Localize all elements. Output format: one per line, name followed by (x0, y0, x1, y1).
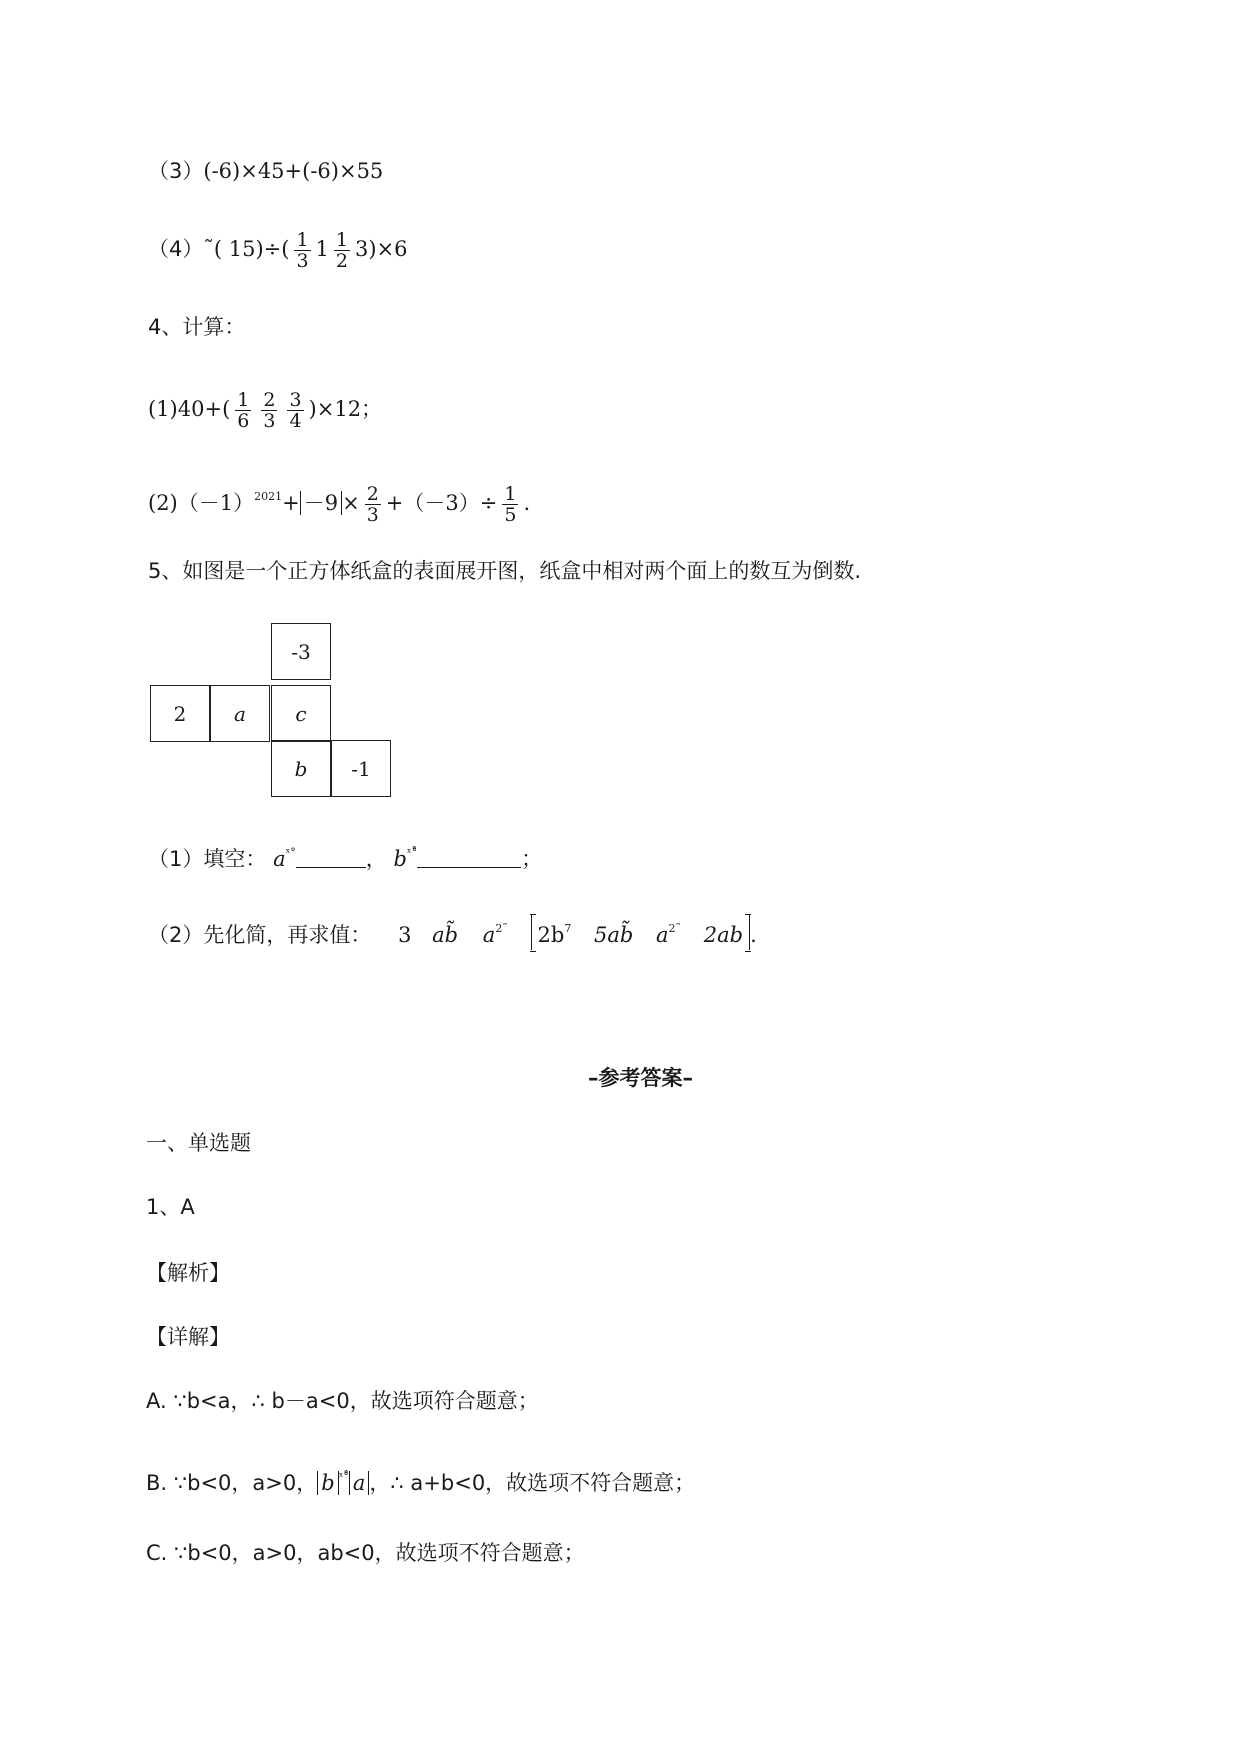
net-face-center: c (271, 685, 331, 742)
terminator: ； (521, 847, 543, 871)
expression-pre: ˜( 15)÷( (203, 237, 290, 261)
option-c-explanation: C. ∵b<0，a>0，ab<0，故选项不符合题意； (146, 1541, 585, 1565)
question-3-4 (148, 230, 408, 271)
mark: ˣ° (285, 846, 296, 859)
question-5-2 (148, 914, 757, 950)
fraction (365, 484, 381, 525)
period: . (750, 923, 757, 947)
fraction (287, 390, 303, 431)
exponent: 7 (564, 922, 572, 935)
variable-b: b (393, 847, 407, 871)
answer-blank-a[interactable] (296, 849, 366, 868)
variable-a: a (273, 847, 286, 871)
answer-blank-b[interactable] (417, 849, 521, 868)
absolute-value-b: b (317, 1471, 338, 1495)
question-label: （1）填空： (148, 847, 267, 871)
denominator: 4 (289, 410, 302, 432)
mark: ˣ°̊ (406, 846, 418, 859)
net-face-top: -3 (271, 623, 331, 680)
question-label: （2）先化简，再求值： (148, 923, 372, 947)
term: 2b (537, 923, 565, 947)
question-3-3 (148, 156, 383, 186)
numerator: 2 (263, 389, 276, 411)
text-pre: B. ∵b<0，a>0， (146, 1471, 318, 1495)
question-5-title: 5、如图是一个正方体纸盒的表面展开图，纸盒中相对两个面上的数互为倒数. (148, 559, 862, 583)
question-4-title: 4、计算： (148, 315, 246, 339)
question-5-1 (148, 838, 542, 874)
denominator: 6 (237, 410, 250, 432)
answer-1: 1、A (146, 1195, 195, 1219)
period: . (523, 491, 531, 515)
mark: ˣ°̊ (338, 1470, 349, 1483)
exponent: 2021 (254, 490, 283, 503)
numerator: 1 (335, 229, 349, 251)
net-face-right: -1 (331, 740, 391, 797)
analysis-label: 【解析】 (146, 1261, 230, 1285)
denominator: 3 (263, 410, 276, 432)
expression-post: 3)×6 (355, 237, 408, 261)
answers-title: –参考答案– (588, 1066, 693, 1090)
question-label: （3） (148, 159, 204, 183)
net-face-a: a (210, 685, 270, 742)
numerator: 3 (289, 389, 302, 411)
term: 5ab̃ (594, 923, 634, 947)
fraction (502, 484, 518, 525)
bracket-expression (531, 914, 751, 950)
expression-pre: (2)（－1） (148, 491, 255, 515)
fraction (261, 390, 277, 431)
times-sign: × (342, 491, 360, 515)
option-a-explanation: A. ∵b<a，∴ b－a<0，故选项符合题意； (146, 1389, 539, 1413)
denominator: 3 (366, 504, 379, 526)
expression-mid: +（－3）÷ (385, 491, 498, 515)
question-label: （4） (148, 237, 204, 261)
section-title: 一、单选题 (146, 1131, 251, 1155)
question-4-1 (148, 390, 382, 431)
fraction (294, 230, 310, 271)
numerator: 1 (504, 483, 517, 505)
fraction (235, 390, 251, 431)
term: a (482, 923, 496, 947)
numerator: 2 (366, 483, 379, 505)
net-face-bottom: b (271, 740, 331, 797)
absolute-value-a: a (349, 1471, 370, 1495)
fraction (334, 230, 350, 271)
exponent: 2˜ (495, 922, 508, 935)
term: 3 (398, 923, 412, 947)
term: ab̃ (432, 923, 459, 947)
denominator: 2 (335, 250, 349, 272)
separator: ， (365, 847, 387, 871)
detail-label: 【详解】 (146, 1325, 230, 1349)
net-face-left: 2 (150, 685, 210, 742)
absolute-value: －9 (300, 491, 342, 515)
mixed-whole: 1 (315, 237, 329, 261)
text-post: ，∴ a+b<0，故选项不符合题意； (369, 1471, 696, 1495)
exponent: 2˜ (668, 922, 682, 935)
expression-pre: (1)40+( (148, 397, 231, 421)
option-b-explanation (146, 1462, 695, 1498)
plus-sign: + (282, 491, 300, 515)
term: a (656, 923, 669, 947)
cube-net-diagram (150, 623, 400, 803)
denominator: 3 (296, 250, 309, 272)
expression-post: )×12； (308, 397, 383, 421)
expression: (-6)×45+(-6)×55 (203, 159, 384, 183)
denominator: 5 (504, 504, 517, 526)
term: 2ab (703, 923, 744, 947)
numerator: 1 (237, 389, 250, 411)
numerator: 1 (296, 229, 309, 251)
question-4-2 (148, 482, 530, 525)
